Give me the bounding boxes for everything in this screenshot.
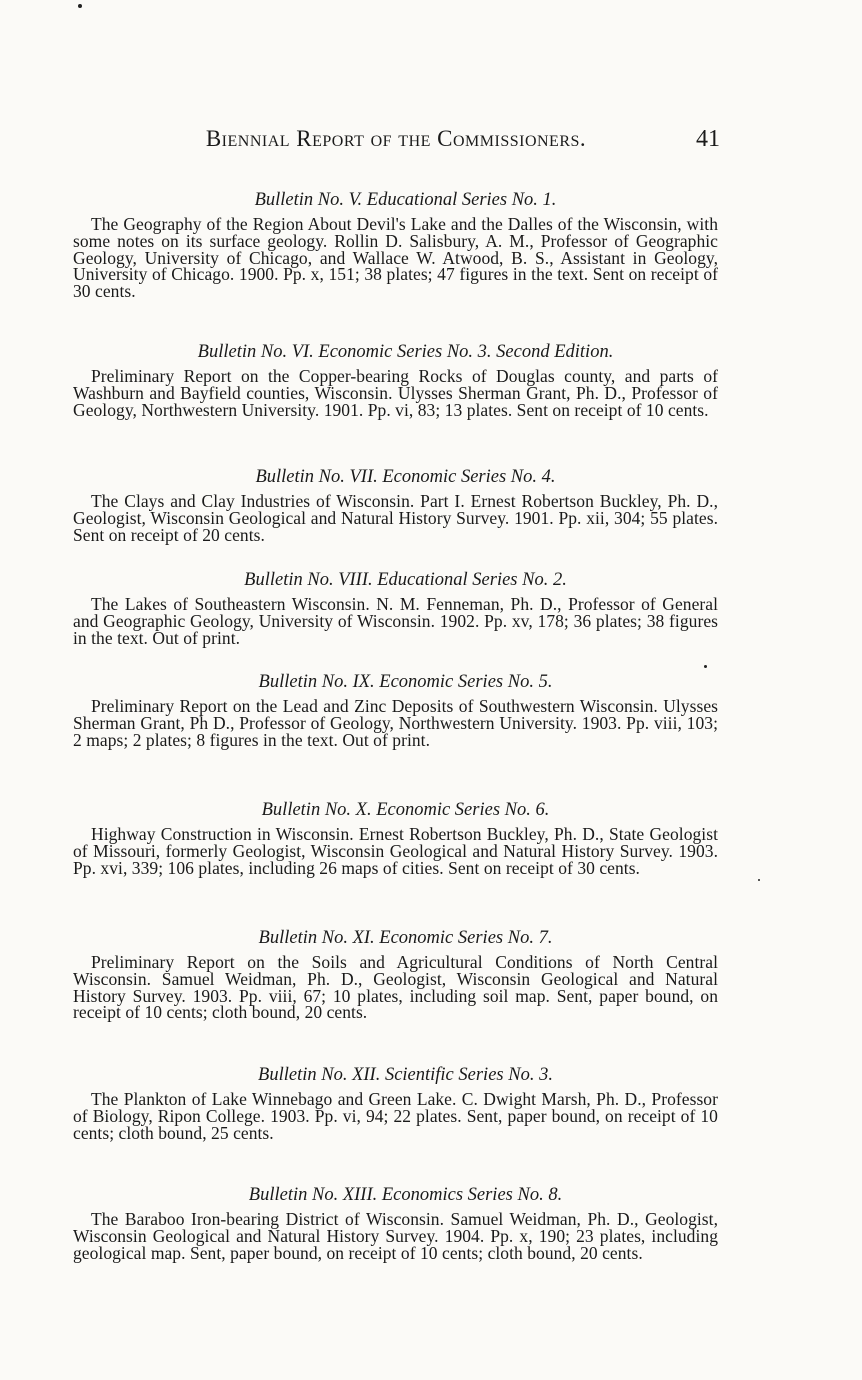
bulletin-description: The Baraboo Iron-bearing District of Wisconsin. Samuel Weidman, Ph. D., Geologist, Wisconsin Geological and Natural History Survey. 1904. Pp. x, 190; 23 plates, including geological map. Sent, paper bound, on receipt of 10 cents; cloth bound, 20 cents. xyxy=(73,1209,718,1263)
ink-speck xyxy=(78,4,82,8)
bulletin-entry xyxy=(73,568,718,646)
bulletin-heading: Bulletin No. VI. Economic Series No. 3. Second Edition. xyxy=(197,342,614,362)
ink-speck xyxy=(704,665,707,668)
bulletin-heading: Bulletin No. IX. Economic Series No. 5. xyxy=(258,672,553,692)
bulletin-entry xyxy=(73,1183,718,1261)
bulletin-entry xyxy=(73,1063,718,1141)
bulletin-description: Preliminary Report on the Copper-bearing Rocks of Douglas county, and parts of Washburn and Bayfield counties, Wisconsin. Ulysses Sherman Grant, Ph. D., Professor of Geology, Northwestern University. 1901. Pp. vi, 83; 13 plates. Sent on receipt of 10 cents. xyxy=(73,366,718,420)
bulletin-description: The Plankton of Lake Winnebago and Green Lake. C. Dwight Marsh, Ph. D., Professor of Biology, Ripon College. 1903. Pp. vi, 94; 22 plates. Sent, paper bound, on receipt of 10 cents; cloth bound, 25 cents. xyxy=(73,1089,718,1143)
bulletin-description: Preliminary Report on the Soils and Agricultural Conditions of North Central Wisconsin. Samuel Weidman, Ph. D., Geologist, Wisconsin Geological and Natural History Survey. 1903. Pp. viii, 67; 10 plates, including soil map. Sent, paper bound, on receipt of 10 cents; cloth bound, 20 cents. xyxy=(73,952,718,1023)
bulletin-heading: Bulletin No. VIII. Educational Series No. 2. xyxy=(244,570,567,590)
page-number: 41 xyxy=(696,126,720,152)
bulletin-heading: Bulletin No. X. Economic Series No. 6. xyxy=(261,800,550,820)
bulletin-description: The Clays and Clay Industries of Wisconsin. Part I. Ernest Robertson Buckley, Ph. D., Geologist, Wisconsin Geological and Natural History Survey. 1901. Pp. xii, 304; 55 plates. Sent on receipt of 20 cents. xyxy=(73,491,718,545)
bulletin-entry xyxy=(73,670,718,748)
bulletin-entry xyxy=(73,465,718,543)
bulletin-heading: Bulletin No. XIII. Economics Series No. 8. xyxy=(248,1185,563,1205)
bulletin-entry xyxy=(73,798,718,876)
bulletin-description: Preliminary Report on the Lead and Zinc Deposits of Southwestern Wisconsin. Ulysses Sherman Grant, Ph D., Professor of Geology, Northwestern University. 1903. Pp. viii, 103; 2 maps; 2 plates; 8 figures in the text. Out of print. xyxy=(73,696,718,750)
bulletin-entry xyxy=(73,926,718,1021)
bulletin-description: Highway Construction in Wisconsin. Ernest Robertson Buckley, Ph. D., State Geologist of Missouri, formerly Geologist, Wisconsin Geological and Natural History Survey. 1903. Pp. xvi, 339; 106 plates, including 26 maps of cities. Sent on receipt of 30 cents. xyxy=(73,824,718,878)
bulletin-description: The Lakes of Southeastern Wisconsin. N. M. Fenneman, Ph. D., Professor of General and Geographic Geology, University of Wisconsin. 1902. Pp. xv, 178; 36 plates; 38 figures in the text. Out of print. xyxy=(73,594,718,648)
running-head: Biennial Report of the Commissioners. xyxy=(205,126,587,151)
bulletin-heading: Bulletin No. V. Educational Series No. 1. xyxy=(254,190,557,210)
bulletin-description: The Geography of the Region About Devil's Lake and the Dalles of the Wisconsin, with some notes on its surface geology. Rollin D. Salisbury, A. M., Professor of Geographic Geology, University of Chicago, and Wallace W. Atwood, B. S., Assistant in Geology, University of Chicago. 1900. Pp. x, 151; 38 plates; 47 figures in the text. Sent on receipt of 30 cents. xyxy=(73,214,718,302)
bulletin-entry xyxy=(73,188,718,300)
bulletin-heading: Bulletin No. XI. Economic Series No. 7. xyxy=(258,928,553,948)
bulletin-entry xyxy=(73,340,718,418)
bulletin-heading: Bulletin No. XII. Scientific Series No. 3. xyxy=(258,1065,553,1085)
ink-speck xyxy=(758,879,760,881)
bulletin-heading: Bulletin No. VII. Economic Series No. 4. xyxy=(255,467,556,487)
